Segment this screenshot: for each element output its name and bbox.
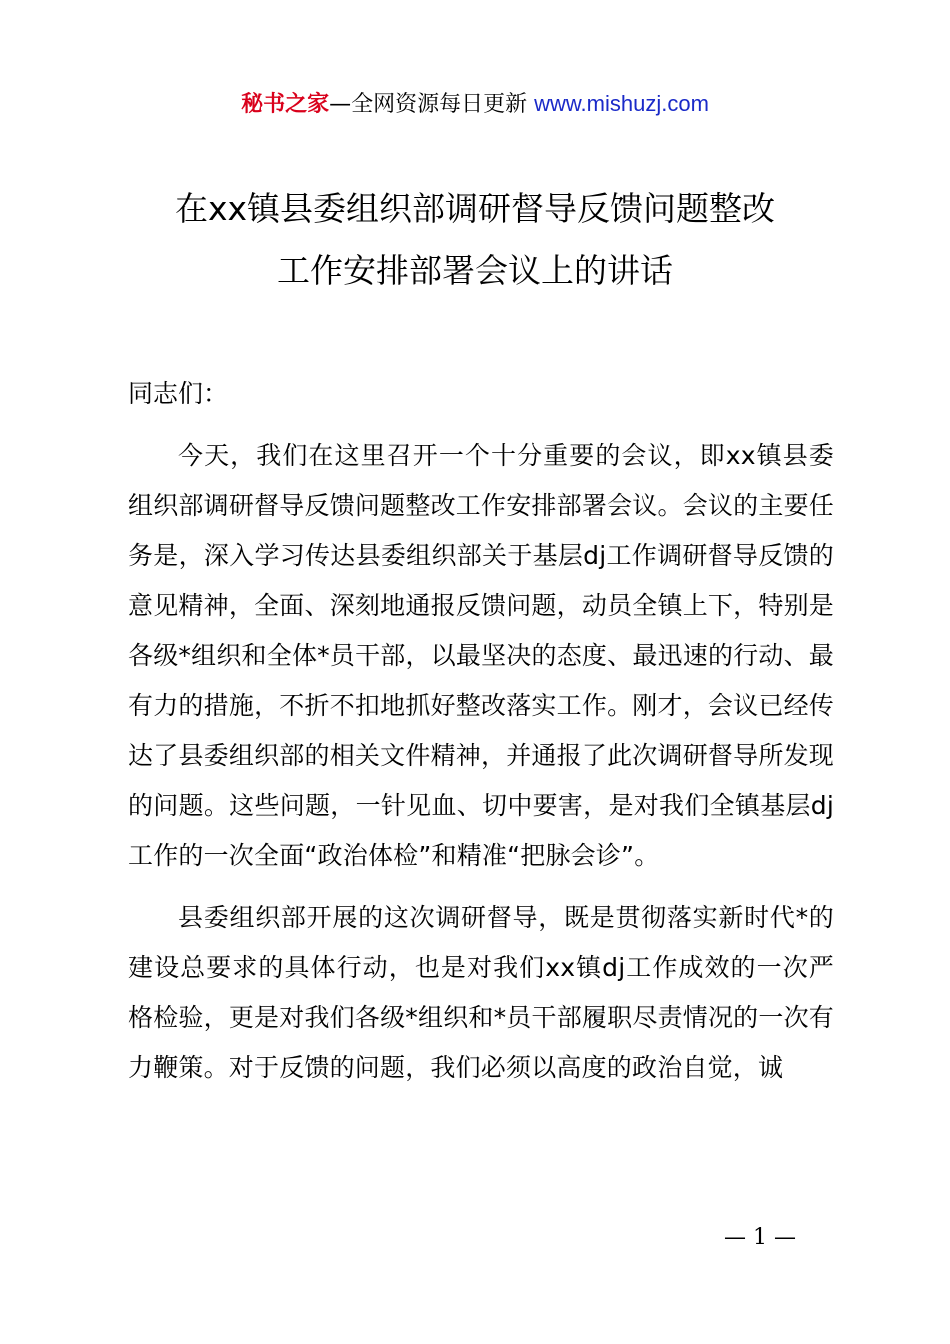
site-header <box>0 88 950 121</box>
title-line-1: 在xx镇县委组织部调研督导反馈问题整改 <box>174 189 776 228</box>
page-number: — 1 — <box>724 1225 796 1250</box>
title-line-2: 工作安排部署会议上的讲话 <box>277 251 673 290</box>
document-body <box>128 369 834 1093</box>
document-title <box>0 178 950 302</box>
paragraph-2: 县委组织部开展的这次调研督导，既是贯彻落实新时代*的建设总要求的具体行动，也是对我们xx镇dj工作成效的一次严格检验，更是对我们各级*组织和*员干部履职尽责情况的一次有力鞭策。对于反馈的问题，我们必须以高度的政治自觉，诚 <box>128 903 834 1082</box>
header-tagline: —全网资源每日更新 <box>329 92 535 117</box>
site-url-link[interactable]: www.mishuzj.com <box>534 91 709 116</box>
salutation: 同志们： <box>128 379 229 408</box>
paragraph-1: 今天，我们在这里召开一个十分重要的会议，即xx镇县委组织部调研督导反馈问题整改工作安排部署会议。会议的主要任务是，深入学习传达县委组织部关于基层dj工作调研督导反馈的意见精神，全面、深刻地通报反馈问题，动员全镇上下，特别是各级*组织和全体*员干部，以最坚决的态度、最迅速的行动、最有力的措施，不折不扣地抓好整改落实工作。刚才，会议已经传达了县委组织部的相关文件精神，并通报了此次调研督导所发现的问题。这些问题，一针见血、切中要害，是对我们全镇基层dj工作的一次全面“政治体检”和精准“把脉会诊”。 <box>128 441 834 870</box>
brand-name: 秘书之家 <box>241 92 330 117</box>
